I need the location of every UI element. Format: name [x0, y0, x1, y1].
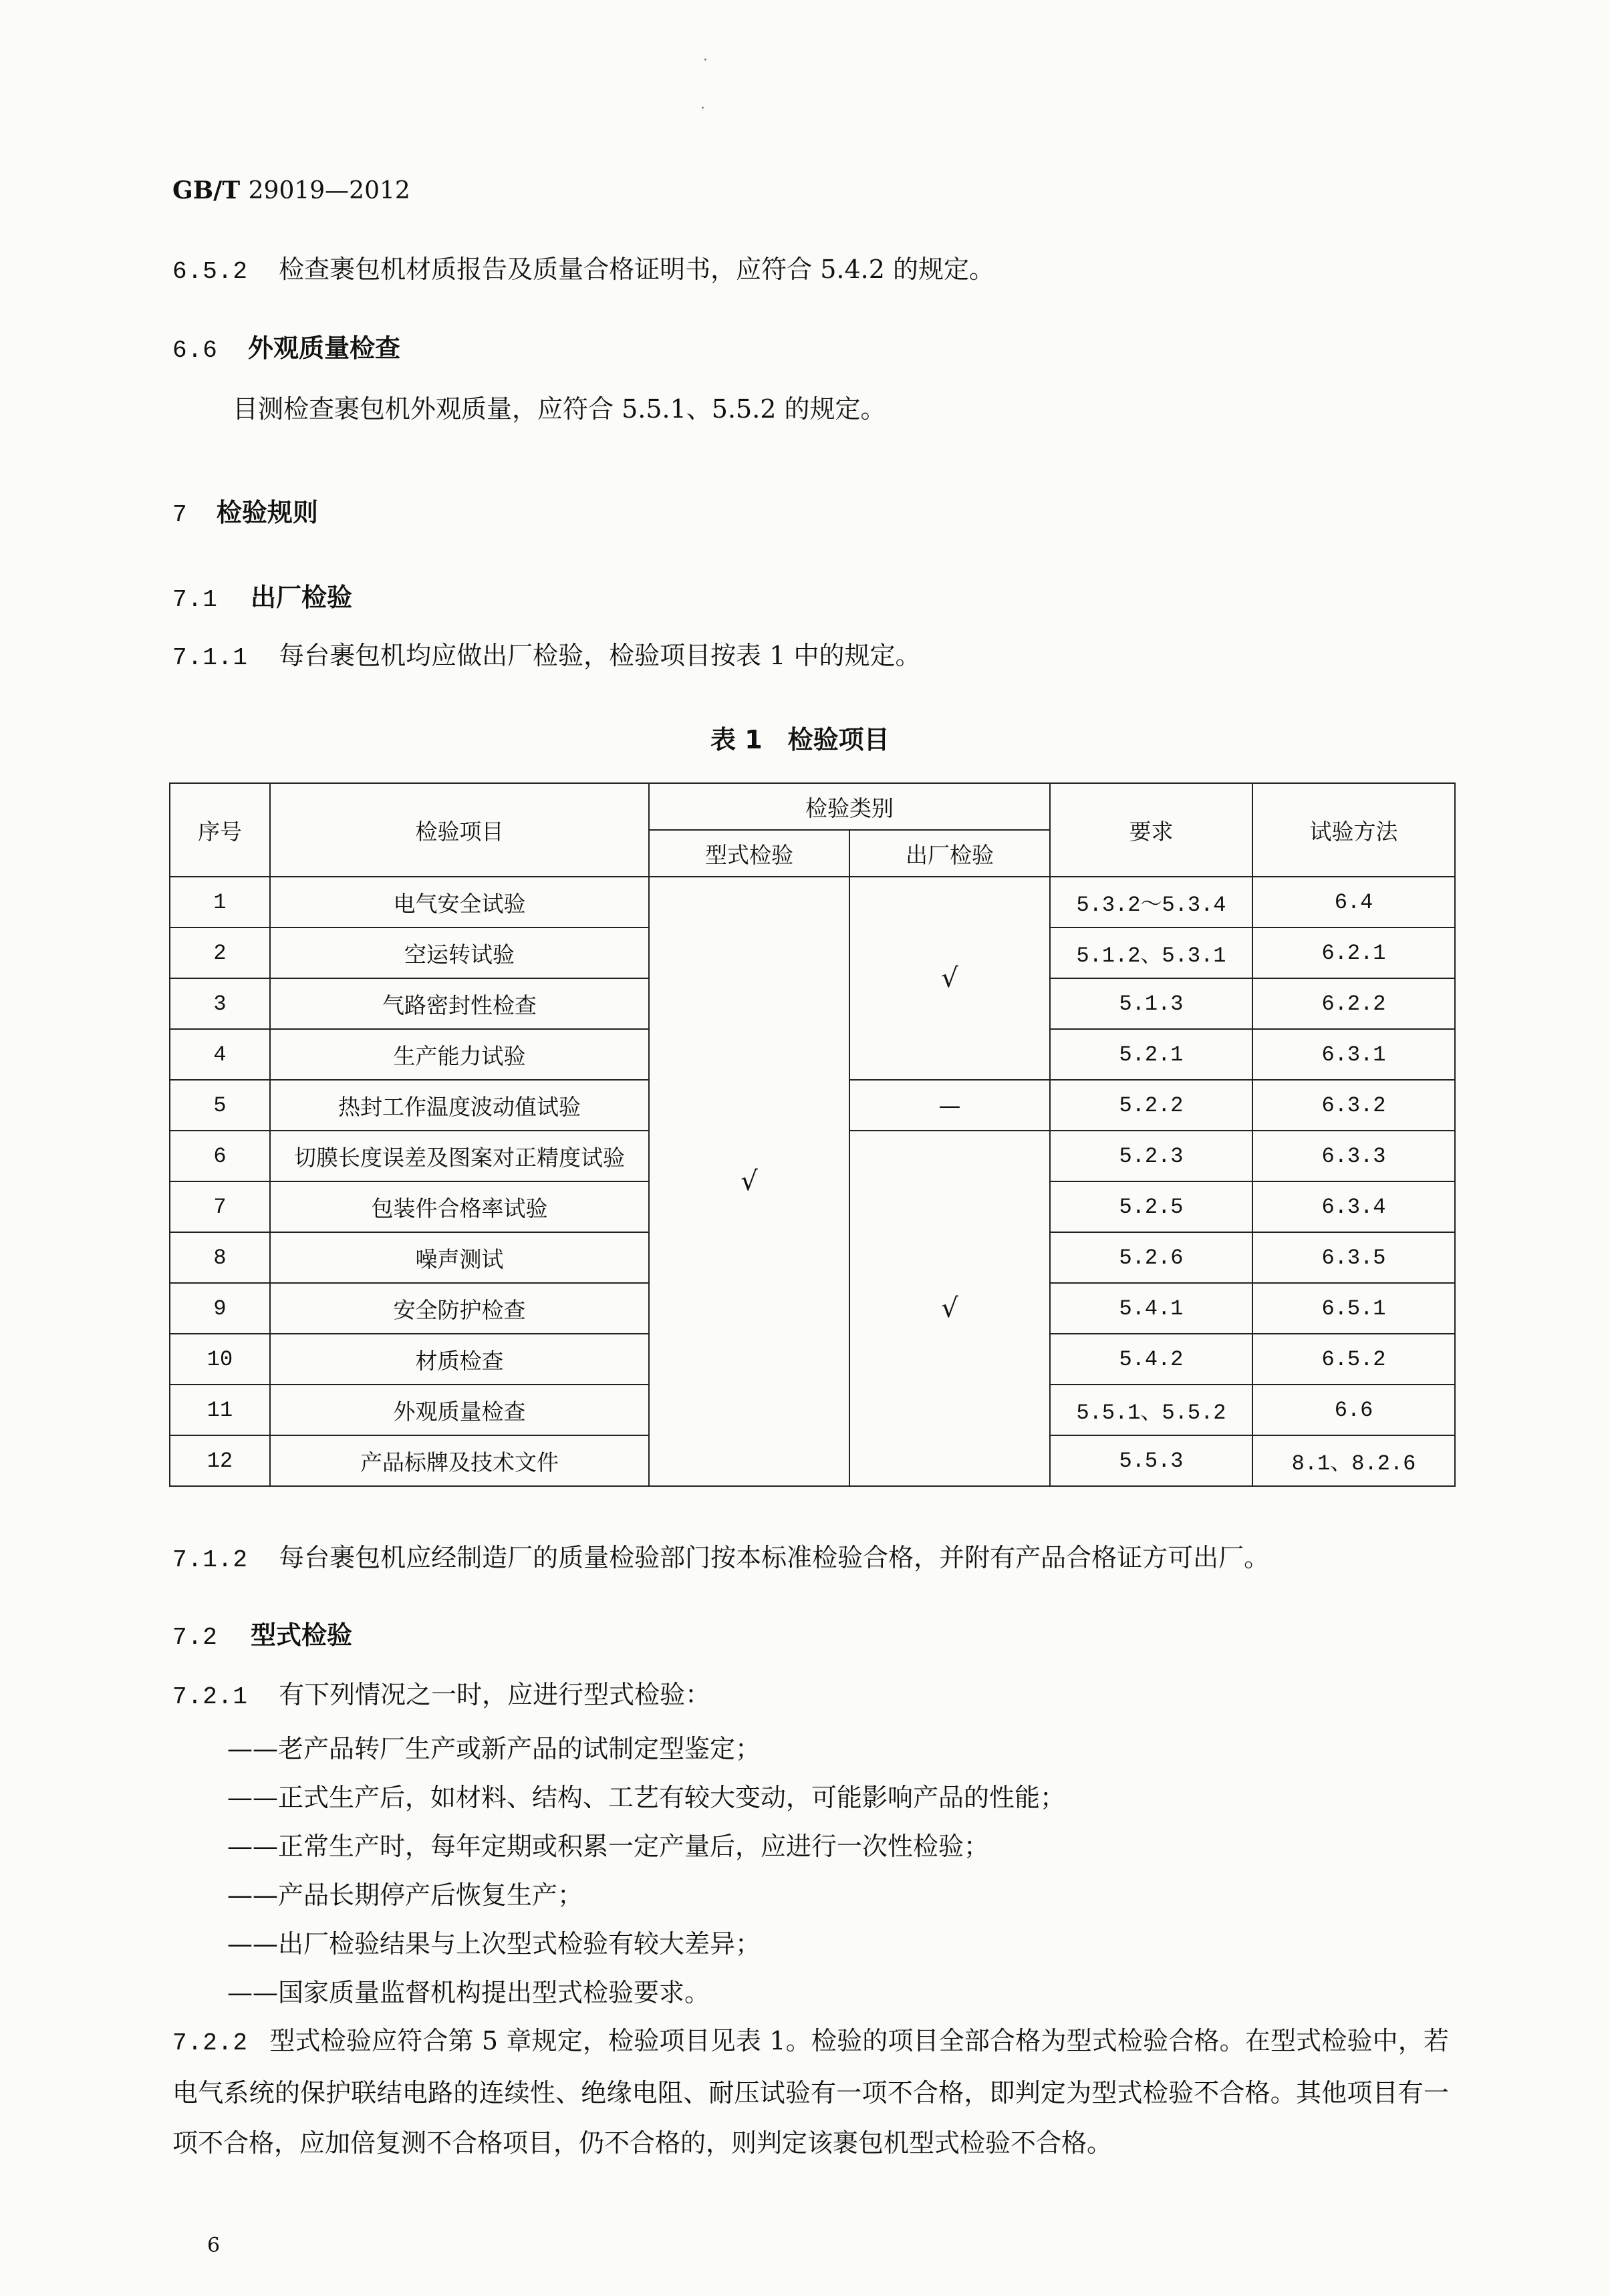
heading-7-2 [172, 1614, 352, 1651]
clause-text: 型式检验应符合第 5 章规定，检验项目见表 1。检验的项目全部合格为型式检验合格。在型式检验中，若电气系统的保护联结电路的连续性、绝缘电阻、耐压试验有一项不合格，即判定为型式检验不合格。其他项目有一项不合格，应加倍复测不合格项目，仍不合格的，则判定该裹包机型式检验不合格。 [172, 2026, 1449, 2158]
list-item: ——老产品转厂生产或新产品的试制定型鉴定； [227, 1734, 761, 1763]
cell-item: 安全防护检查 [270, 1283, 649, 1334]
cell-seq: 10 [170, 1334, 270, 1385]
list-item: ——出厂检验结果与上次型式检验有较大差异； [227, 1929, 761, 1959]
heading-title: 型式检验 [251, 1620, 353, 1650]
list-item: ——正常生产时，每年定期或积累一定产量后，应进行一次性检验； [227, 1832, 990, 1861]
heading-number: 7 [172, 501, 188, 529]
cell-method: 6.6 [1252, 1385, 1455, 1435]
cell-item: 空运转试验 [270, 927, 649, 978]
cell-item: 噪声测试 [270, 1232, 649, 1283]
clause-7-1-1 [172, 643, 920, 670]
clause-7-2-2 [172, 2016, 1449, 2168]
clause-number: 7.1.2 [172, 1546, 249, 1574]
heading-7 [172, 492, 318, 529]
cell-method: 8.1、8.2.6 [1252, 1435, 1455, 1486]
scan-mark: · [700, 100, 705, 117]
cell-seq: 2 [170, 927, 270, 978]
cell-requirement: 5.4.2 [1050, 1334, 1252, 1385]
list-item: ——产品长期停产后恢复生产； [227, 1880, 583, 1910]
cell-item: 产品标牌及技术文件 [270, 1435, 649, 1486]
header-seq: 序号 [170, 783, 270, 877]
cell-requirement: 5.1.3 [1050, 978, 1252, 1029]
cell-requirement: 5.2.5 [1050, 1181, 1252, 1232]
cell-requirement: 5.1.2、5.3.1 [1050, 927, 1252, 978]
cell-item: 气路密封性检查 [270, 978, 649, 1029]
cell-seq: 1 [170, 877, 270, 927]
cell-seq: 5 [170, 1080, 270, 1131]
checkmark-icon: √ [941, 1293, 958, 1324]
cell-item: 包装件合格率试验 [270, 1181, 649, 1232]
cell-seq: 9 [170, 1283, 270, 1334]
standard-prefix: GB/T [172, 176, 241, 204]
cell-method: 6.2.1 [1252, 927, 1455, 978]
cell-requirement: 5.2.6 [1050, 1232, 1252, 1283]
cell-item: 生产能力试验 [270, 1029, 649, 1080]
factory-inspection-dash: — [849, 1080, 1050, 1131]
cell-requirement: 5.5.3 [1050, 1435, 1252, 1486]
page-number: 6 [207, 2234, 221, 2257]
cell-seq: 11 [170, 1385, 270, 1435]
heading-6-6 [172, 327, 400, 364]
cell-method: 6.3.3 [1252, 1131, 1455, 1181]
clause-number: 7.2.1 [172, 1683, 249, 1711]
table-caption: 表 1 检验项目 [710, 725, 890, 754]
standard-code [172, 176, 410, 204]
header-method: 试验方法 [1252, 783, 1455, 877]
checkmark-icon: √ [741, 1166, 758, 1197]
heading-title: 外观质量检查 [248, 333, 401, 363]
cell-method: 6.3.4 [1252, 1181, 1455, 1232]
cell-method: 6.3.2 [1252, 1080, 1455, 1131]
cell-seq: 6 [170, 1131, 270, 1181]
cell-method: 6.3.1 [1252, 1029, 1455, 1080]
cell-seq: 12 [170, 1435, 270, 1486]
cell-item: 切膜长度误差及图案对正精度试验 [270, 1131, 649, 1181]
clause-text: 每台裹包机应经制造厂的质量检验部门按本标准检验合格，并附有产品合格证方可出厂。 [279, 1543, 1270, 1572]
cell-item: 外观质量检查 [270, 1385, 649, 1435]
scan-mark: · [703, 52, 708, 69]
cell-method: 6.2.2 [1252, 978, 1455, 1029]
cell-seq: 7 [170, 1181, 270, 1232]
cell-method: 6.4 [1252, 877, 1455, 927]
heading-number: 7.1 [172, 586, 218, 613]
checkmark-icon: √ [941, 963, 958, 994]
cell-requirement: 5.5.1、5.5.2 [1050, 1385, 1252, 1435]
header-factory-inspection: 出厂检验 [849, 830, 1050, 877]
clause-text: 检查裹包机材质报告及质量合格证明书，应符合 5.4.2 的规定。 [279, 255, 994, 284]
header-type-inspection: 型式检验 [649, 830, 849, 877]
cell-item: 热封工作温度波动值试验 [270, 1080, 649, 1131]
header-category: 检验类别 [649, 783, 1050, 830]
heading-title: 出厂检验 [251, 583, 353, 612]
cell-method: 6.5.2 [1252, 1334, 1455, 1385]
clause-6-5-2 [172, 257, 994, 284]
clause-6-6-text: 目测检查裹包机外观质量，应符合 5.5.1、5.5.2 的规定。 [233, 394, 886, 424]
clause-text: 有下列情况之一时，应进行型式检验： [279, 1680, 711, 1709]
list-item: ——国家质量监督机构提出型式检验要求。 [227, 1978, 710, 2007]
clause-7-2-1 [172, 1682, 710, 1709]
heading-7-1 [172, 577, 352, 613]
cell-requirement: 5.2.2 [1050, 1080, 1252, 1131]
factory-inspection-group-2 [849, 1131, 1050, 1486]
heading-title: 检验规则 [216, 498, 318, 527]
cell-item: 材质检查 [270, 1334, 649, 1385]
cell-seq: 4 [170, 1029, 270, 1080]
factory-inspection-group-1 [849, 877, 1050, 1080]
cell-requirement: 5.3.2～5.3.4 [1050, 877, 1252, 927]
cell-requirement: 5.2.1 [1050, 1029, 1252, 1080]
cell-seq: 3 [170, 978, 270, 1029]
clause-number: 7.2.2 [172, 2029, 249, 2057]
cell-requirement: 5.4.1 [1050, 1283, 1252, 1334]
inspection-table [169, 782, 1456, 1487]
list-item: ——正式生产后，如材料、结构、工艺有较大变动，可能影响产品的性能； [227, 1783, 1066, 1812]
cell-item: 电气安全试验 [270, 877, 649, 927]
heading-number: 6.6 [172, 337, 218, 364]
clause-number: 6.5.2 [172, 258, 249, 285]
clause-number: 7.1.1 [172, 644, 249, 672]
cell-seq: 8 [170, 1232, 270, 1283]
clause-7-1-2 [172, 1545, 1269, 1572]
cell-method: 6.5.1 [1252, 1283, 1455, 1334]
header-item: 检验项目 [270, 783, 649, 877]
header-requirement: 要求 [1050, 783, 1252, 877]
clause-text: 每台裹包机均应做出厂检验，检验项目按表 1 中的规定。 [279, 641, 921, 670]
standard-number: 29019—2012 [248, 177, 410, 204]
cell-method: 6.3.5 [1252, 1232, 1455, 1283]
heading-number: 7.2 [172, 1624, 218, 1651]
cell-requirement: 5.2.3 [1050, 1131, 1252, 1181]
type-inspection-merged-cell [649, 877, 849, 1486]
